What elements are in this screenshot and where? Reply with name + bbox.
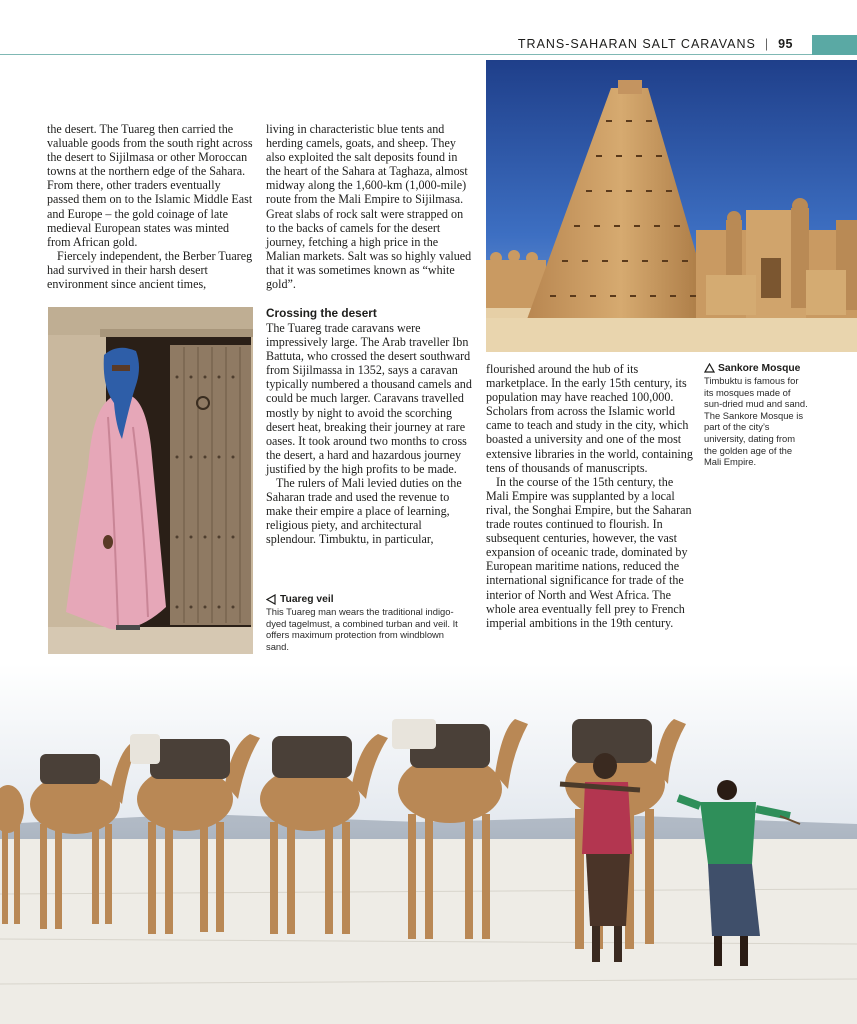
body-column-2-lower [266, 306, 474, 547]
caption-sankore-mosque [704, 362, 809, 468]
body-column-2-top [266, 122, 474, 291]
caption-title: Sankore Mosque [718, 363, 801, 374]
running-head-separator: | [764, 37, 770, 51]
caption-title: Tuareg veil [280, 594, 334, 605]
caption-text: This Tuareg man wears the traditional indigo-dyed tagelmust, a combined turban and veil. It offers maximum protection from windblown sand. [266, 606, 458, 652]
left-triangle-icon [266, 594, 276, 605]
header-rule [0, 54, 812, 55]
body-paragraph: The Tuareg trade caravans were impressively large. The Arab traveller Ibn Battuta, who crossed the desert southward from Sijilmassa in 1352, says a caravan typically numbered a thousand camels and could be much larger. Caravans travelled mostly by night to avoid the scorching desert heat, breaking their journey at rare oases. It took around two months to cross the desert, a hard and hazardous journey justified by the high profits to be made. [266, 321, 472, 476]
running-head [518, 37, 793, 51]
body-paragraph: flourished around the hub of its marketplace. In the early 15th century, its population may have reached 100,000. Scholars from across the Islamic world came to teach and study in the city, which boasted a university and one of the most extensive libraries in the world, containing tens of thousands of manuscripts. [486, 362, 693, 475]
page-number: 95 [778, 37, 793, 51]
body-paragraph: Fiercely independent, the Berber Tuareg had survived in their harsh desert environment since ancient times, [47, 248, 253, 292]
body-paragraph: In the course of the 15th century, the Mali Empire was supplanted by a local rival, the Songhai Empire, but the Saharan trade routes continued to flourish. In subsequent centuries, however, the vast expansion of oceanic trade, dominated by European maritime nations, reduced the international significance for trade of the interior of North and West Africa. The whole area eventually fell prey to French imperial ambitions in the 19th century. [486, 474, 692, 630]
caption-text: Timbuktu is famous for its mosques made of sun-dried mud and sand. The Sankore Mosque is part of the city’s university, dating from the golden age of the Mali Empire. [704, 375, 808, 468]
running-head-title: TRANS-SAHARAN SALT CARAVANS [517, 37, 756, 51]
caption-tuareg-veil [266, 593, 466, 652]
camel-caravan-photo [0, 664, 857, 1024]
subheading-crossing-the-desert: Crossing the desert [266, 306, 377, 320]
page-tab-accent [812, 35, 857, 55]
body-column-3 [486, 362, 694, 630]
body-paragraph: the desert. The Tuareg then carried the valuable goods from the south right across the desert to Sijilmasa or other Moroccan towns at the northern edge of the Sahara. From there, other traders eventually passed them on to the Islamic Middle East and Europe – the gold coinage of late medieval European states was minted from African gold. [47, 122, 253, 249]
sankore-mosque-photo [486, 60, 857, 352]
body-column-1 [47, 122, 255, 291]
body-paragraph: The rulers of Mali levied duties on the Saharan trade and used the revenue to make their empire a place of learning, religious piety, and architectural splendour. Timbuktu, in particular, [266, 476, 462, 547]
up-triangle-icon [704, 363, 714, 374]
tuareg-man-photo [48, 307, 253, 654]
body-paragraph: living in characteristic blue tents and herding camels, goats, and sheep. They also exploited the salt deposits found in the heart of the Sahara at Taghaza, almost midway along the 1,600-km (1,000-mile) route from the Mali Empire to Sijilmasa. Great slabs of rock salt were strapped on to the backs of camels for the desert journey, fetching a high price in the Malian markets. Salt was so highly valued that it was sometimes known as “white gold”. [266, 122, 472, 292]
